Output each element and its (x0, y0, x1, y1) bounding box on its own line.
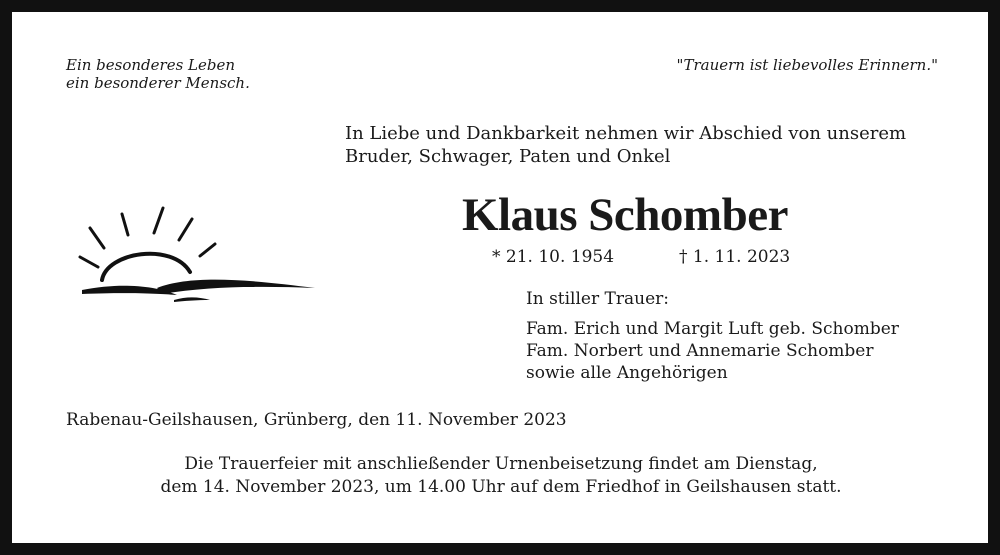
deceased-name: Klaus Schomber (462, 189, 788, 241)
death-date: † 1. 11. 2023 (679, 247, 791, 267)
motto-left (66, 56, 250, 92)
motto-left-line-2: ein besonderer Mensch. (66, 74, 250, 92)
mourner-line: Fam. Erich und Margit Luft geb. Schomber (526, 319, 899, 339)
ceremony-line-1: Die Trauerfeier mit anschließender Urnenbeisetzung findet am Dienstag, (184, 454, 818, 474)
ceremony-info (66, 453, 936, 499)
setting-sun-icon (62, 202, 332, 312)
mourner-line: sowie alle Angehörigen (526, 363, 728, 383)
mourners-heading: In stiller Trauer: (526, 289, 669, 309)
ceremony-line-2: dem 14. November 2023, um 14.00 Uhr auf dem Friedhof in Geilshausen statt. (160, 477, 842, 497)
mourners-block (526, 288, 899, 384)
motto-left-line-1: Ein besonderes Leben (66, 56, 236, 74)
mourner-line: Fam. Norbert und Annemarie Schomber (526, 341, 874, 361)
intro-text (345, 122, 906, 168)
birth-date: * 21. 10. 1954 (492, 247, 615, 267)
obituary-notice (12, 12, 988, 543)
intro-line-1: In Liebe und Dankbarkeit nehmen wir Abschied von unserem (345, 123, 907, 144)
motto-right: "Trauern ist liebevolles Erinnern." (676, 56, 938, 74)
place-and-date: Rabenau-Geilshausen, Grünberg, den 11. November 2023 (66, 410, 567, 430)
intro-line-2: Bruder, Schwager, Paten und Onkel (345, 146, 671, 167)
